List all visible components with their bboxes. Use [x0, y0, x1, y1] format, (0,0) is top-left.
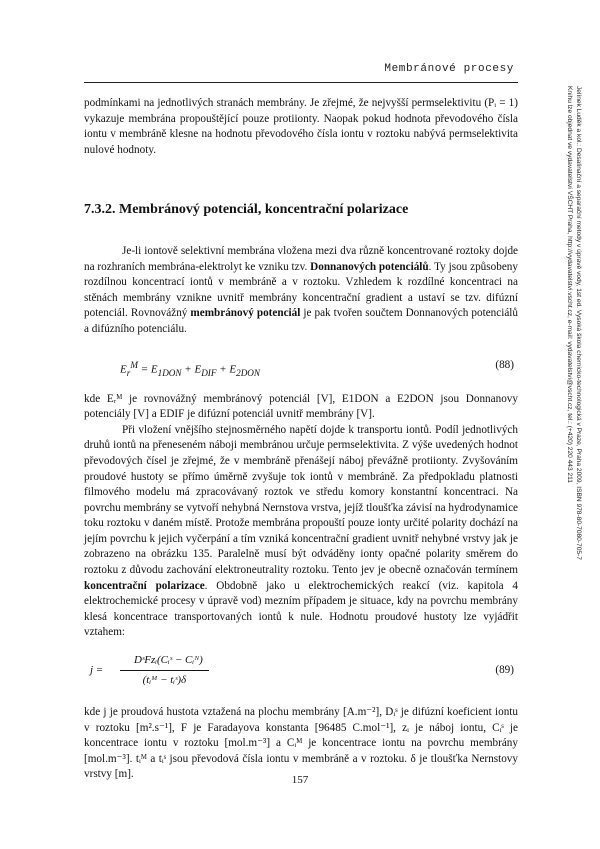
equation-88 [84, 352, 518, 382]
p1-text-a: Je-li iontově selektivní membrána vložena mezi dva různě koncentrované roztoky dojde na rozhraních membrána-elektrolyt ke vzniku tzv. [84, 244, 518, 273]
paragraph-1 [84, 244, 518, 338]
term-membrane-potential: membránový potenciál [190, 307, 301, 320]
term-concentration-polarization: koncentrační polarizace [84, 579, 205, 592]
section-heading: 7.3.2. Membránový potenciál, koncentrační polarizace [84, 202, 409, 218]
p3-text-c: . Obdobně jako u elektrochemických reakcí (viz. kapitola 4 elektrochemické procesy v úpravě vod) mezním případem je situace, kdy na povrchu membrány klesá koncentrace transportovaných iontů k nule. Hodnotu proudové hustoty lze vyjádřit vztahem: [84, 579, 518, 639]
side-citation-line-1: Jelínek Luděk a kol.: Desalinační a separační metody v úpravě vody, 1st ed. Vysoká škola chemicko-technologická v Praze, Praha 2009, ISBN 978-80-7080-705-7 [575, 86, 582, 560]
equation-89 [84, 653, 518, 695]
equation-88-expression: $E_r^M = E_{1DON} + E_{DIF} + E_{2DON}$ [120, 359, 261, 378]
side-citation-line-2: Knihu lze objednat ve vydavatelství VŠCHT Praha, http://vydavatelstvi.vscht.cz, e-mail: vydavatelstvi@vscht.cz, tel.: (+420) 220 443 211 [566, 86, 573, 483]
paragraph-2: kde Eᵣᴹ je rovnovážný membránový potenciál [V], E1DON a E2DON jsou Donnanovy potenciály [V] a EDIF je difúzní potenciál uvnitř membrány [V]. [84, 392, 518, 421]
equation-89-number: (89) [495, 664, 514, 677]
page-number: 157 [291, 774, 309, 786]
header-title: Membránové procesy [384, 63, 514, 75]
p1-text-e: je pak tvořen součtem Donnanových potenciálů a difúzního potenciálu. [84, 307, 518, 335]
equation-89-expression: j = DˢFzᵢ(Cᵢˢ − Cᵢᴺ) (tᵢᴹ − tᵢˢ)δ [120, 653, 209, 688]
running-header [84, 62, 518, 83]
side-citation [531, 86, 583, 646]
paragraph-3 [84, 423, 518, 641]
paragraph-4: kde j je proudová hustota vztažená na plochu membrány [A.m⁻²], Dᵢˢ je difúzní koeficient iontu v roztoku [m².s⁻¹], F je Faradayova konstanta [96485 C.mol⁻¹], zᵢ je náboj iontu, Cᵢˢ je koncentrace iontu v roztoku [mol.m⁻³] a Cᵢᴹ je koncentrace iontu na povrchu membrány [mol.m⁻³]. tᵢᴹ a tᵢˢ jsou převodová čísla iontu v membráně a v roztoku. δ je tloušťka Nernstovy vrstvy [m]. [84, 706, 518, 781]
p3-text-a: Při vložení vnějšího stejnosměrného napětí dojde k transportu iontů. Podíl jednotlivých druhů iontů na přeneseném náboji membránou určuje permselektivita. Z výše uvedených hodnot převodových čísel je zřejmé, že v membráně přenášejí náboj převážně protiionty. Zvyšováním proudové hustoty se přímo úměrně zvyšuje tok iontů v membráně. Za předpokladu platnosti filmového modelu má zpracovávaný roztok ve středu komory konstantní koncentraci. Na povrchu membrány se vytvoří nehybná Nernstova vrstva, jejíž tloušťka závisí na hydrodynamice toku roztoku v daném místě. Protože membrána propouští pouze ionty určité polarity dochází na jejím povrchu k jejich vyčerpání a tím vzniká koncentrační gradient uvnitř nehybné vrstvy jak je zobrazeno na obrázku 135. Paralelně musí být odváděny ionty opačné polarity směrem do roztoku z důvodu zachování elektroneutrality roztoku. Tento jev je obecně označován termínem [84, 423, 518, 577]
p1-text-c: . Ty jsou způsobeny rozdílnou koncentrací iontů v membráně a v roztoku. Vzhledem k rozdílné koncentraci na stěnách membrány vznikne uvnitř membrány koncentrační gradient a ustaví se tzv. difúzní potenciál. Rovnovážný [84, 260, 518, 320]
page-body [84, 96, 518, 783]
paragraph-intro: podmínkami na jednotlivých stranách membrány. Je zřejmé, že nejvyšší permselektivitu (Pᵢ = 1) vykazuje membrána propouštějící pouze protiionty. Naopak pokud hodnota převodového čísla iontu v membráně klesne na hodnotu převodového čísla iontu v roztoku nabývá permselektivita nulové hodnoty. [84, 97, 518, 156]
term-donnan-potentials: Donnanových potenciálů [310, 260, 429, 273]
equation-88-number: (88) [495, 358, 514, 371]
